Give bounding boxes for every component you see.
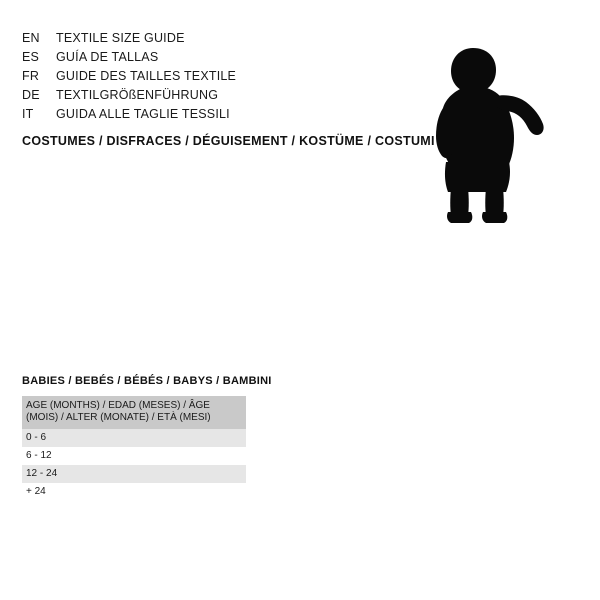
babies-size-table [22, 396, 246, 501]
babies-section-heading: BABIES / BEBÉS / BÉBÉS / BABYS / BAMBINI [22, 375, 272, 387]
language-text-it: GUIDA ALLE TAGLIE TESSILI [56, 107, 230, 121]
language-code-it: IT [22, 107, 34, 121]
table-cell-age-range: 0 - 6 [22, 429, 246, 447]
language-text-en: TEXTILE SIZE GUIDE [56, 31, 185, 45]
language-text-es: GUÍA DE TALLAS [56, 50, 159, 64]
table-header-row [22, 396, 246, 429]
table-row [22, 447, 246, 465]
table-row [22, 483, 246, 501]
table-cell-age-range: 6 - 12 [22, 447, 246, 465]
language-row-en [22, 31, 322, 50]
language-code-de: DE [22, 88, 40, 102]
language-code-fr: FR [22, 69, 40, 83]
table-cell-age-range: 12 - 24 [22, 465, 246, 483]
language-text-fr: GUIDE DES TAILLES TEXTILE [56, 69, 237, 83]
language-row-fr [22, 69, 322, 88]
table-column-header-age: AGE (MONTHS) / EDAD (MESES) / ÂGE (MOIS) / ALTER (MONATE) / ETÀ (MESI) [22, 396, 246, 429]
language-text-de: TEXTILGRÖßENFÜHRUNG [56, 88, 219, 102]
language-code-en: EN [22, 31, 40, 45]
language-row-es [22, 50, 322, 69]
table-row [22, 429, 246, 447]
language-list [22, 31, 322, 126]
language-row-de [22, 88, 322, 107]
toddler-silhouette-icon [410, 22, 580, 232]
section-title: COSTUMES / DISFRACES / DÉGUISEMENT / KOSTÜME / COSTUMI [22, 134, 435, 148]
language-code-es: ES [22, 50, 40, 64]
language-row-it [22, 107, 322, 126]
table-cell-age-range: + 24 [22, 483, 246, 501]
table-row [22, 465, 246, 483]
